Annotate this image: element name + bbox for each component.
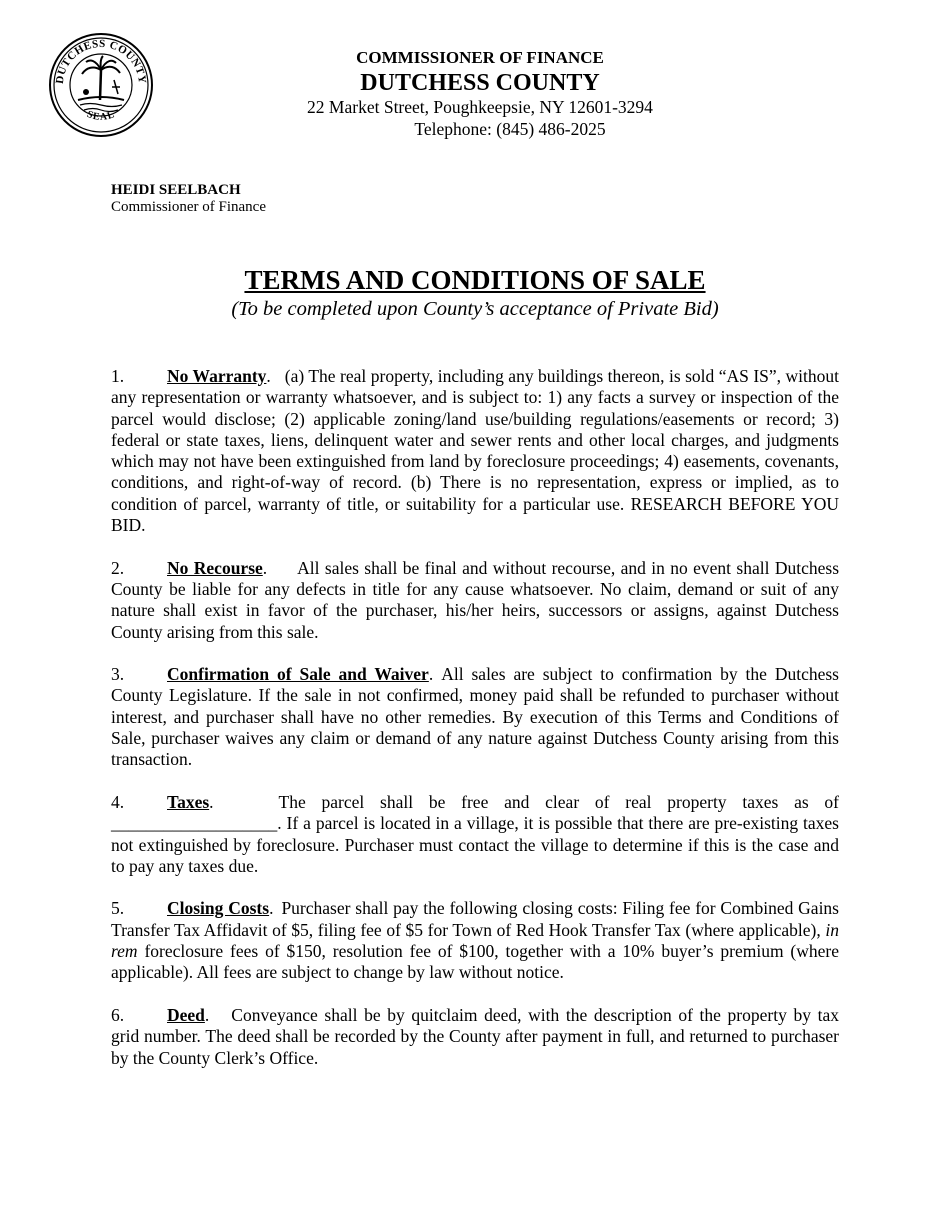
office-address: 22 Market Street, Poughkeepsie, NY 12601-3294 (307, 97, 653, 117)
section-heading: Closing Costs (167, 898, 270, 919)
official-block (111, 182, 266, 217)
terms-sections (111, 366, 839, 1090)
section-text-italic: in rem (111, 919, 839, 962)
section-no-warranty: 1. No Warranty. (a) The real property, including any buildings thereon, is sold “AS IS”, without any representation or warranty whatsoever, and is subject to: 1) any facts a survey or inspection of the parcel would disclose; (2) applicable zoning/land use/building regulations/easements or record; 3) federal or state taxes, liens, delinquent water and sewer rents and other local charges, and judgments which may not have been extinguished from land by foreclosure proceedings; 4) easements, covenants, conditions, and right-of-way of record. (b) There is no representation, express or implied, as to condition of parcel, warranty of title, or suitability for a particular use. RESEARCH BEFORE YOU BID. (111, 366, 839, 536)
section-taxes: 4. Taxes. The parcel shall be free and clear of real property taxes as of ___________________. If a parcel is located in a village, it is possible that there are pre-existing taxes not extinguished by foreclosure. Purchaser must contact the village to determine if this is the case and to pay any taxes due. (111, 791, 839, 876)
section-heading: No Recourse (167, 557, 263, 578)
section-text: (a) The real property, including any buildings thereon, is sold “AS IS”, without any representation or warranty whatsoever, and is subject to: 1) any facts a survey or inspection of the parcel would disclose; (2) applicable zoning/land use/building regulations/easements or record; 3) federal or state taxes, liens, delinquent water and sewer rents and other local charges, and judgments which may not have been extinguished from land by foreclosure proceedings; 4) easements, covenants, conditions, and right-of-way of record. (b) There is no representation, express or implied, as to condition of parcel, warranty of title, or suitability for a particular use. RESEARCH BEFORE YOU BID. (111, 366, 839, 536)
section-heading: Confirmation of Sale and Waiver (167, 664, 429, 685)
county-name: DUTCHESS COUNTY (360, 70, 600, 96)
svg-text:DUTCHESS COUNTY: DUTCHESS COUNTY (53, 37, 149, 85)
official-title: Commissioner of Finance (111, 199, 266, 216)
section-heading: Deed (167, 1004, 205, 1025)
section-number: 5. (111, 898, 125, 919)
section-confirmation: 3. Confirmation of Sale and Waiver. All sales are subject to confirmation by the Dutchess County Legislature. If the sale in not confirmed, money paid shall be refunded to purchaser without interest, and purchaser shall have no other remedies. By execution of this Terms and Conditions of Sale, purchaser waives any claim or demand of any nature against Dutchess County arising from this transaction. (111, 664, 839, 770)
section-text: foreclosure fees of $150, resolution fee of $100, together with a 10% buyer’s premium (where applicable). All fees are subject to change by law without notice. (111, 941, 839, 983)
section-number: 3. (111, 664, 125, 685)
document-title: TERMS AND CONDITIONS OF SALE (244, 265, 706, 295)
section-heading: Taxes (167, 791, 210, 812)
section-number: 1. (111, 366, 125, 386)
section-heading: No Warranty (167, 366, 267, 386)
section-text: Purchaser shall pay the following closing costs: Filing fee for Combined Gains Transfer Tax Affidavit of $5, filing fee of $5 for Town of Red Hook Transfer Tax (where applicable), (111, 898, 839, 940)
section-text: The parcel shall be free and clear of real property taxes as of ___________________. If a parcel is located in a village, it is possible that there are pre-existing taxes not extinguished by foreclosure. Purchaser must contact the village to determine if this is the case and to pay any taxes due. (111, 791, 839, 876)
section-number: 4. (111, 791, 125, 812)
section-text: All sales shall be final and without recourse, and in no event shall Dutchess County be liable for any defects in title for any cause whatsoever. No claim, demand or suit of any nature shall exist in favor of the purchaser, his/her heirs, successors or assigns, against Dutchess County arising from this sale. (111, 557, 840, 642)
section-deed: 6. Deed. Conveyance shall be by quitclaim deed, with the description of the property by tax grid number. The deed shall be recorded by the County after payment in full, and returned to purchaser by the County Clerk’s Office. (111, 1004, 839, 1068)
county-seal (48, 32, 154, 138)
section-no-recourse: 2. No Recourse. All sales shall be final and without recourse, and in no event shall Dutchess County be liable for any defects in title for any cause whatsoever. No claim, demand or suit of any nature shall exist in favor of the purchaser, his/her heirs, successors or assigns, against Dutchess County arising from this sale. (111, 557, 840, 642)
section-text: All sales are subject to confirmation by the Dutchess County Legislature. If the sale in not confirmed, money paid shall be refunded to purchaser without interest, and purchaser shall have no other remedies. By execution of this Terms and Conditions of Sale, purchaser waives any claim or demand of any nature against Dutchess County arising from this transaction. (111, 664, 839, 770)
office-phone: Telephone: (845) 486-2025 (414, 119, 606, 139)
section-closing-costs: 5. Closing Costs. Purchaser shall pay the following closing costs: Filing fee for Combined Gains Transfer Tax Affidavit of $5, filing fee of $5 for Town of Red Hook Transfer Tax (where applicable), in rem foreclosure fees of $150, resolution fee of $100, together with a 10% buyer’s premium (where applicable). All fees are subject to change by law without notice. (111, 898, 839, 983)
section-number: 2. (111, 557, 125, 578)
official-name: HEIDI SEELBACH (111, 182, 241, 198)
section-text: Conveyance shall be by quitclaim deed, with the description of the property by tax grid number. The deed shall be recorded by the County after payment in full, and returned to purchaser by the County Clerk’s Office. (111, 1004, 839, 1068)
office-name: COMMISSIONER OF FINANCE (356, 48, 604, 67)
section-number: 6. (111, 1004, 125, 1025)
svg-text:SEAL: SEAL (85, 108, 117, 123)
document-subtitle: (To be completed upon County’s acceptance of Private Bid) (231, 298, 719, 320)
